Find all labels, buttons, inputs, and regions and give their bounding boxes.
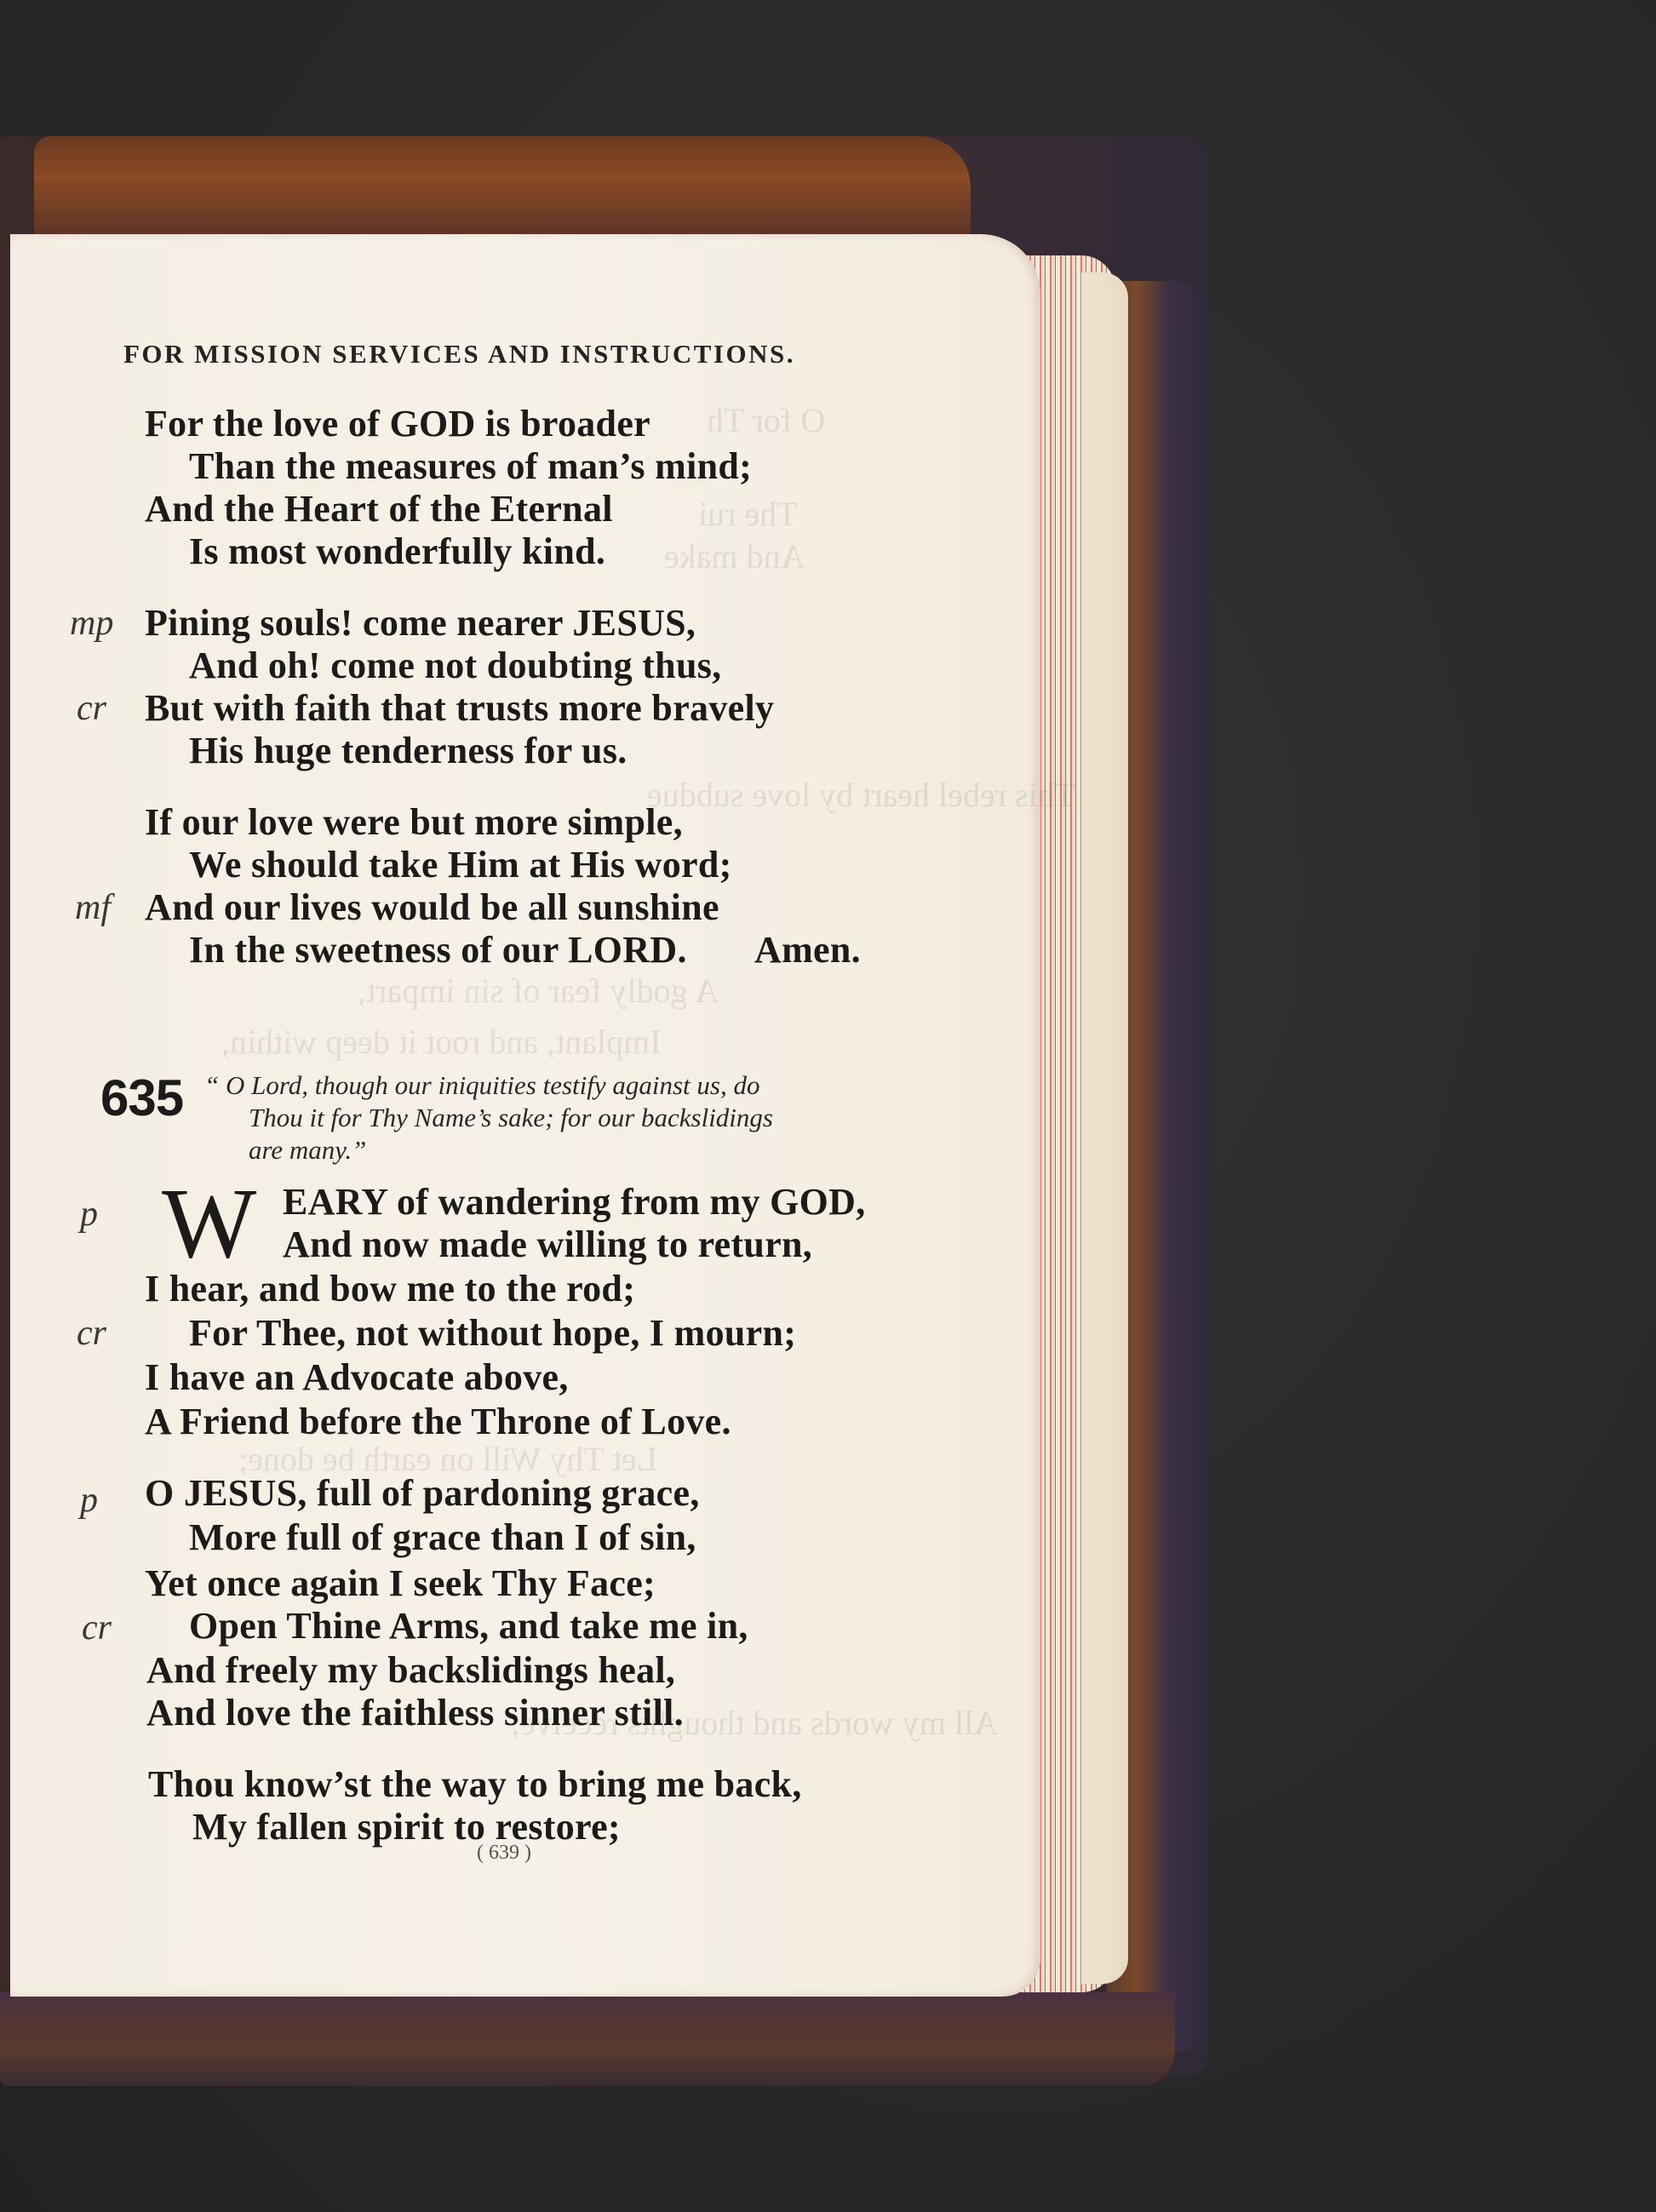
- hymn-line: For the love of GOD is broader: [145, 403, 650, 444]
- leather-cover-top-edge: [34, 136, 971, 238]
- page-block-fore-edge: [1081, 272, 1128, 1984]
- hymn-line: Pining souls! come nearer JESUS,: [145, 602, 696, 644]
- hymn-line: His huge tenderness for us.: [189, 730, 627, 771]
- hymn-line: Thou know’st the way to bring me back,: [148, 1763, 802, 1805]
- show-through-text: All my words and thoughts receive;: [511, 1704, 999, 1742]
- amen: Amen.: [754, 929, 861, 971]
- epigraph-line: are many.”: [249, 1135, 367, 1165]
- hymn-line: More full of grace than I of sin,: [189, 1516, 696, 1558]
- show-through-text: And make: [664, 537, 805, 576]
- hymn-line: We should take Him at His word;: [189, 844, 732, 885]
- hymn-line: I have an Advocate above,: [145, 1356, 569, 1398]
- hymn-line: Open Thine Arms, and take me in,: [189, 1605, 748, 1647]
- leather-cover-bottom-edge: [0, 1992, 1175, 2086]
- hymn-line: Than the measures of man’s mind;: [189, 445, 753, 487]
- hymn-line: And freely my backslidings heal,: [146, 1649, 676, 1691]
- hymn-line: And our lives would be all sunshine: [145, 886, 719, 928]
- hymn-line: Yet once again I seek Thy Face;: [145, 1562, 656, 1604]
- show-through-text: The rui: [698, 495, 798, 533]
- dynamic-marking: mp: [70, 604, 114, 643]
- dynamic-marking: cr: [82, 1608, 112, 1648]
- epigraph-line: “ O Lord, though our iniquities testify against us, do: [204, 1070, 760, 1100]
- hymn-line: O JESUS, full of pardoning grace,: [145, 1472, 700, 1514]
- hymn-line: I hear, and bow me to the rod;: [145, 1268, 636, 1309]
- show-through-text: Implant, and root it deep within,: [221, 1023, 662, 1061]
- hymn-line: But with faith that trusts more bravely: [145, 687, 775, 729]
- hymn-line: And the Heart of the Eternal: [145, 488, 613, 530]
- hymn-line: EARY of wandering from my GOD,: [283, 1181, 866, 1223]
- dynamic-marking: p: [80, 1195, 98, 1234]
- hymn-line: My fallen spirit to restore;: [192, 1806, 621, 1848]
- dynamic-marking: p: [80, 1481, 98, 1520]
- dynamic-marking: cr: [77, 689, 106, 728]
- hymn-line: And now made willing to return,: [283, 1223, 813, 1265]
- dynamic-marking: mf: [75, 888, 111, 927]
- show-through-text: This rebel heart by love subdue: [647, 776, 1076, 814]
- show-through-text: A godly fear of sin impart,: [358, 971, 719, 1010]
- hymn-line: For Thee, not without hope, I mourn;: [189, 1312, 797, 1354]
- show-through-text: O for Th: [707, 401, 826, 439]
- hymn-line: And oh! come not doubting thus,: [189, 645, 722, 686]
- epigraph-line: Thou it for Thy Name’s sake; for our backslidings: [249, 1103, 773, 1132]
- hymn-line: A Friend before the Throne of Love.: [145, 1401, 731, 1442]
- hymn-number: 635: [100, 1069, 184, 1126]
- dynamic-marking: cr: [77, 1314, 106, 1353]
- hymn-line: If our love were but more simple,: [145, 801, 683, 843]
- hymn-line: In the sweetness of our LORD.: [189, 929, 687, 971]
- page-number: ( 639 ): [477, 1842, 531, 1864]
- hymn-line: Is most wonderfully kind.: [189, 530, 606, 572]
- running-header: FOR MISSION SERVICES AND INSTRUCTIONS.: [123, 339, 795, 369]
- drop-capital: W: [162, 1167, 257, 1279]
- hymn-line: And love the faithless sinner still.: [146, 1692, 684, 1733]
- show-through-text: Let Thy Will on earth be done;: [238, 1440, 658, 1478]
